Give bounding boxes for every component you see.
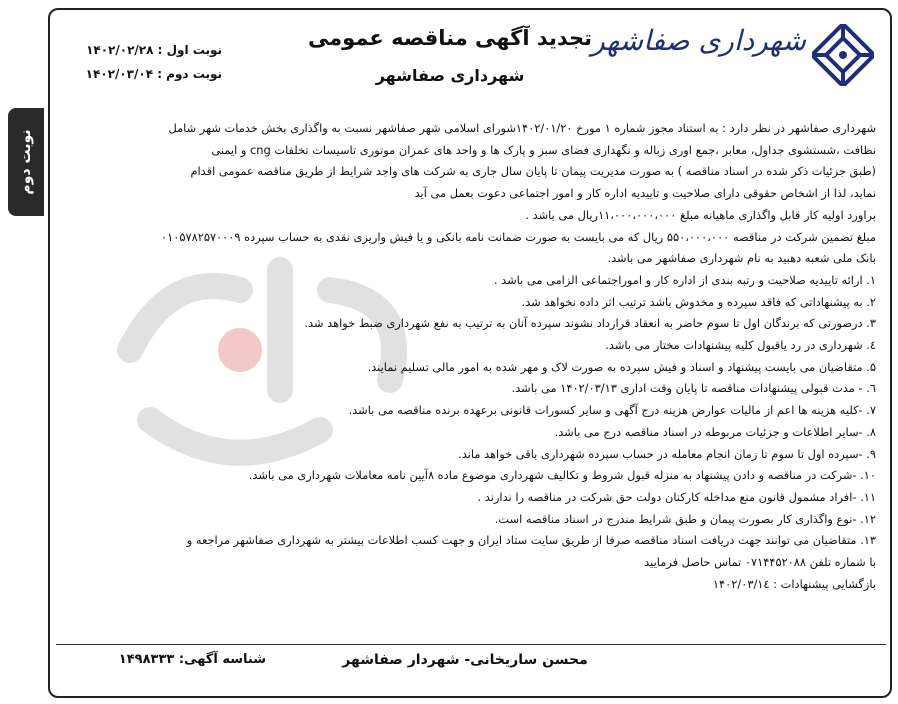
publication-dates bbox=[62, 38, 222, 86]
logo-text: شهرداری صفاشهر bbox=[591, 24, 806, 57]
announcement-body bbox=[64, 118, 876, 595]
intro-line: نماید، لذا از اشخاص حقوقی دارای صلاحیت و تاییدیه اداره کار و امور اجتماعی دعوت بعمل می آید bbox=[414, 186, 876, 201]
mayor-signature: محسن ساریخانی- شهردار صفاشهر bbox=[342, 652, 588, 668]
round-tab bbox=[8, 108, 44, 216]
condition-item: ٤. شهرداری در رد یاقبول کلیه پیشنهادات مختار می باشد. bbox=[605, 338, 876, 353]
guarantee-line: مبلغ تضمین شرکت در مناقصه ۵۵۰،۰۰۰،۰۰۰ ریال که می بایست به صورت ضمانت نامه بانکی و یا فیش واریزی نقدی به حساب سپرده ۰۱۰۵۷۸۲۵۷۰۰۰۹ bbox=[161, 229, 876, 244]
footer-divider bbox=[56, 644, 886, 645]
condition-item: ۹. -سپرده اول تا سوم تا زمان انجام معامله در حساب سپرده شهرداری باقی خواهد ماند. bbox=[458, 446, 876, 461]
condition-item: ۱۰. -شرکت در مناقصه و دادن پیشنهاد به منزله قبول شروط و تکالیف شهرداری موضوع ماده ۸آیین نامه معاملات شهرداری می باشد. bbox=[248, 468, 876, 483]
condition-item: ۱۲. -نوع واگذاری کار بصورت پیمان و طبق شرایط مندرج در اسناد مناقصه است. bbox=[494, 511, 876, 526]
intro-line: شهرداری صفاشهر در نظر دارد : به استناد مجوز شماره ۱ مورخ ۱۴۰۲/۰۱/۲۰شورای اسلامی شهر صفاشهر نسبت به واگذاری بخش خدمات شهر شامل bbox=[168, 121, 876, 135]
guarantee-line: بانک ملی شعبه دهبید به نام شهرداری صفاشهر می باشد. bbox=[607, 251, 876, 266]
intro-line: (طبق جزئیات ذکر شده در اسناد مناقصه ) به صورت مدیریت پیمان تا پایان سال جاری به شرکت های واجد شرایط از طریق مناقصه عمومی اقدام bbox=[190, 164, 876, 179]
intro-line: نظافت ،شستشوی جداول، معابر ،جمع اوری زباله و نگهداری فضای سبز و پارک ها و واحد های عمران موتوری تاسیسات تخلفات cng و ایمنی bbox=[211, 142, 876, 157]
municipality-emblem-icon bbox=[812, 24, 874, 86]
condition-item: با شماره تلفن ۰۷۱۴۴۵۲۰۸۸ تماس حاصل فرمایید bbox=[644, 555, 876, 570]
ad-identifier: شناسه آگهی: ۱۴۹۸۳۳۳ bbox=[118, 652, 266, 667]
condition-item: ۱۳. متقاضیان می توانند جهت دریافت اسناد مناقصه صرفا از طریق سایت ستاد ایران و جهت کسب اطلاعات بیشتر به شهرداری صفاشهر مراجعه و bbox=[186, 533, 876, 548]
condition-item: ۱. ارائه تاییدیه صلاحیت و رتبه بندی از اداره کار و اموراجتماعی الزامی می باشد . bbox=[493, 272, 876, 287]
condition-item: ۲. به پیشنهاداتی که فاقد سپرده و مخدوش باشد ترتیب اثر داده نخواهد شد. bbox=[521, 294, 876, 309]
condition-item: ۱۱. -افراد مشمول قانون منع مداخله کارکنان دولت حق شرکت در مناقصه را ندارند . bbox=[477, 489, 876, 504]
second-round-date: نوبت دوم : ۱۴۰۲/۰۳/۰۴ bbox=[85, 67, 222, 81]
condition-item: ۵. متقاضیان می بایست پیشنهاد و اسناد و فیش سپرده به صورت لاک و مهر شده به امور مالی تسلیم نمایند. bbox=[367, 359, 876, 374]
condition-item: ٦. - مدت قبولی پیشنهادات مناقصه تا پایان وقت اداری ۱۴۰۲/۰۳/۱۳ می باشد. bbox=[511, 381, 876, 396]
first-round-date: نوبت اول : ۱۴۰۲/۰۲/۲۸ bbox=[86, 43, 222, 57]
condition-item: ۳. درصورتی که برندگان اول تا سوم حاضر به انعقاد قرارداد نشوند سپرده آنان به ترتیب به نفع شهرداری ضبط خواهد شد. bbox=[304, 316, 876, 331]
condition-item: ۷. -کلیه هزینه ها اعم از مالیات عوارض هزینه درج آگهی و سایر کسورات قانونی برعهده برنده مناقصه می باشد. bbox=[348, 403, 876, 418]
condition-item: ۸. -سایر اطلاعات و جزئیات مربوطه در اسناد مناقصه درج می باشد. bbox=[554, 424, 876, 439]
municipality-logo bbox=[591, 14, 880, 100]
page-subtitle: شهرداری صفاشهر bbox=[375, 66, 525, 85]
round-tab-label: نوبت دوم bbox=[18, 129, 34, 195]
estimate-line: براورد اولیه کار قابل واگذاری ماهیانه مبلغ ۱۱،۰۰۰،۰۰۰،۰۰۰ریال می باشد . bbox=[525, 207, 876, 222]
opening-date: بازگشایی پیشنهادات : ۱۴۰۲/۰۳/۱٤ bbox=[712, 576, 876, 591]
page-title: تجدید آگهی مناقصه عمومی bbox=[307, 26, 593, 50]
